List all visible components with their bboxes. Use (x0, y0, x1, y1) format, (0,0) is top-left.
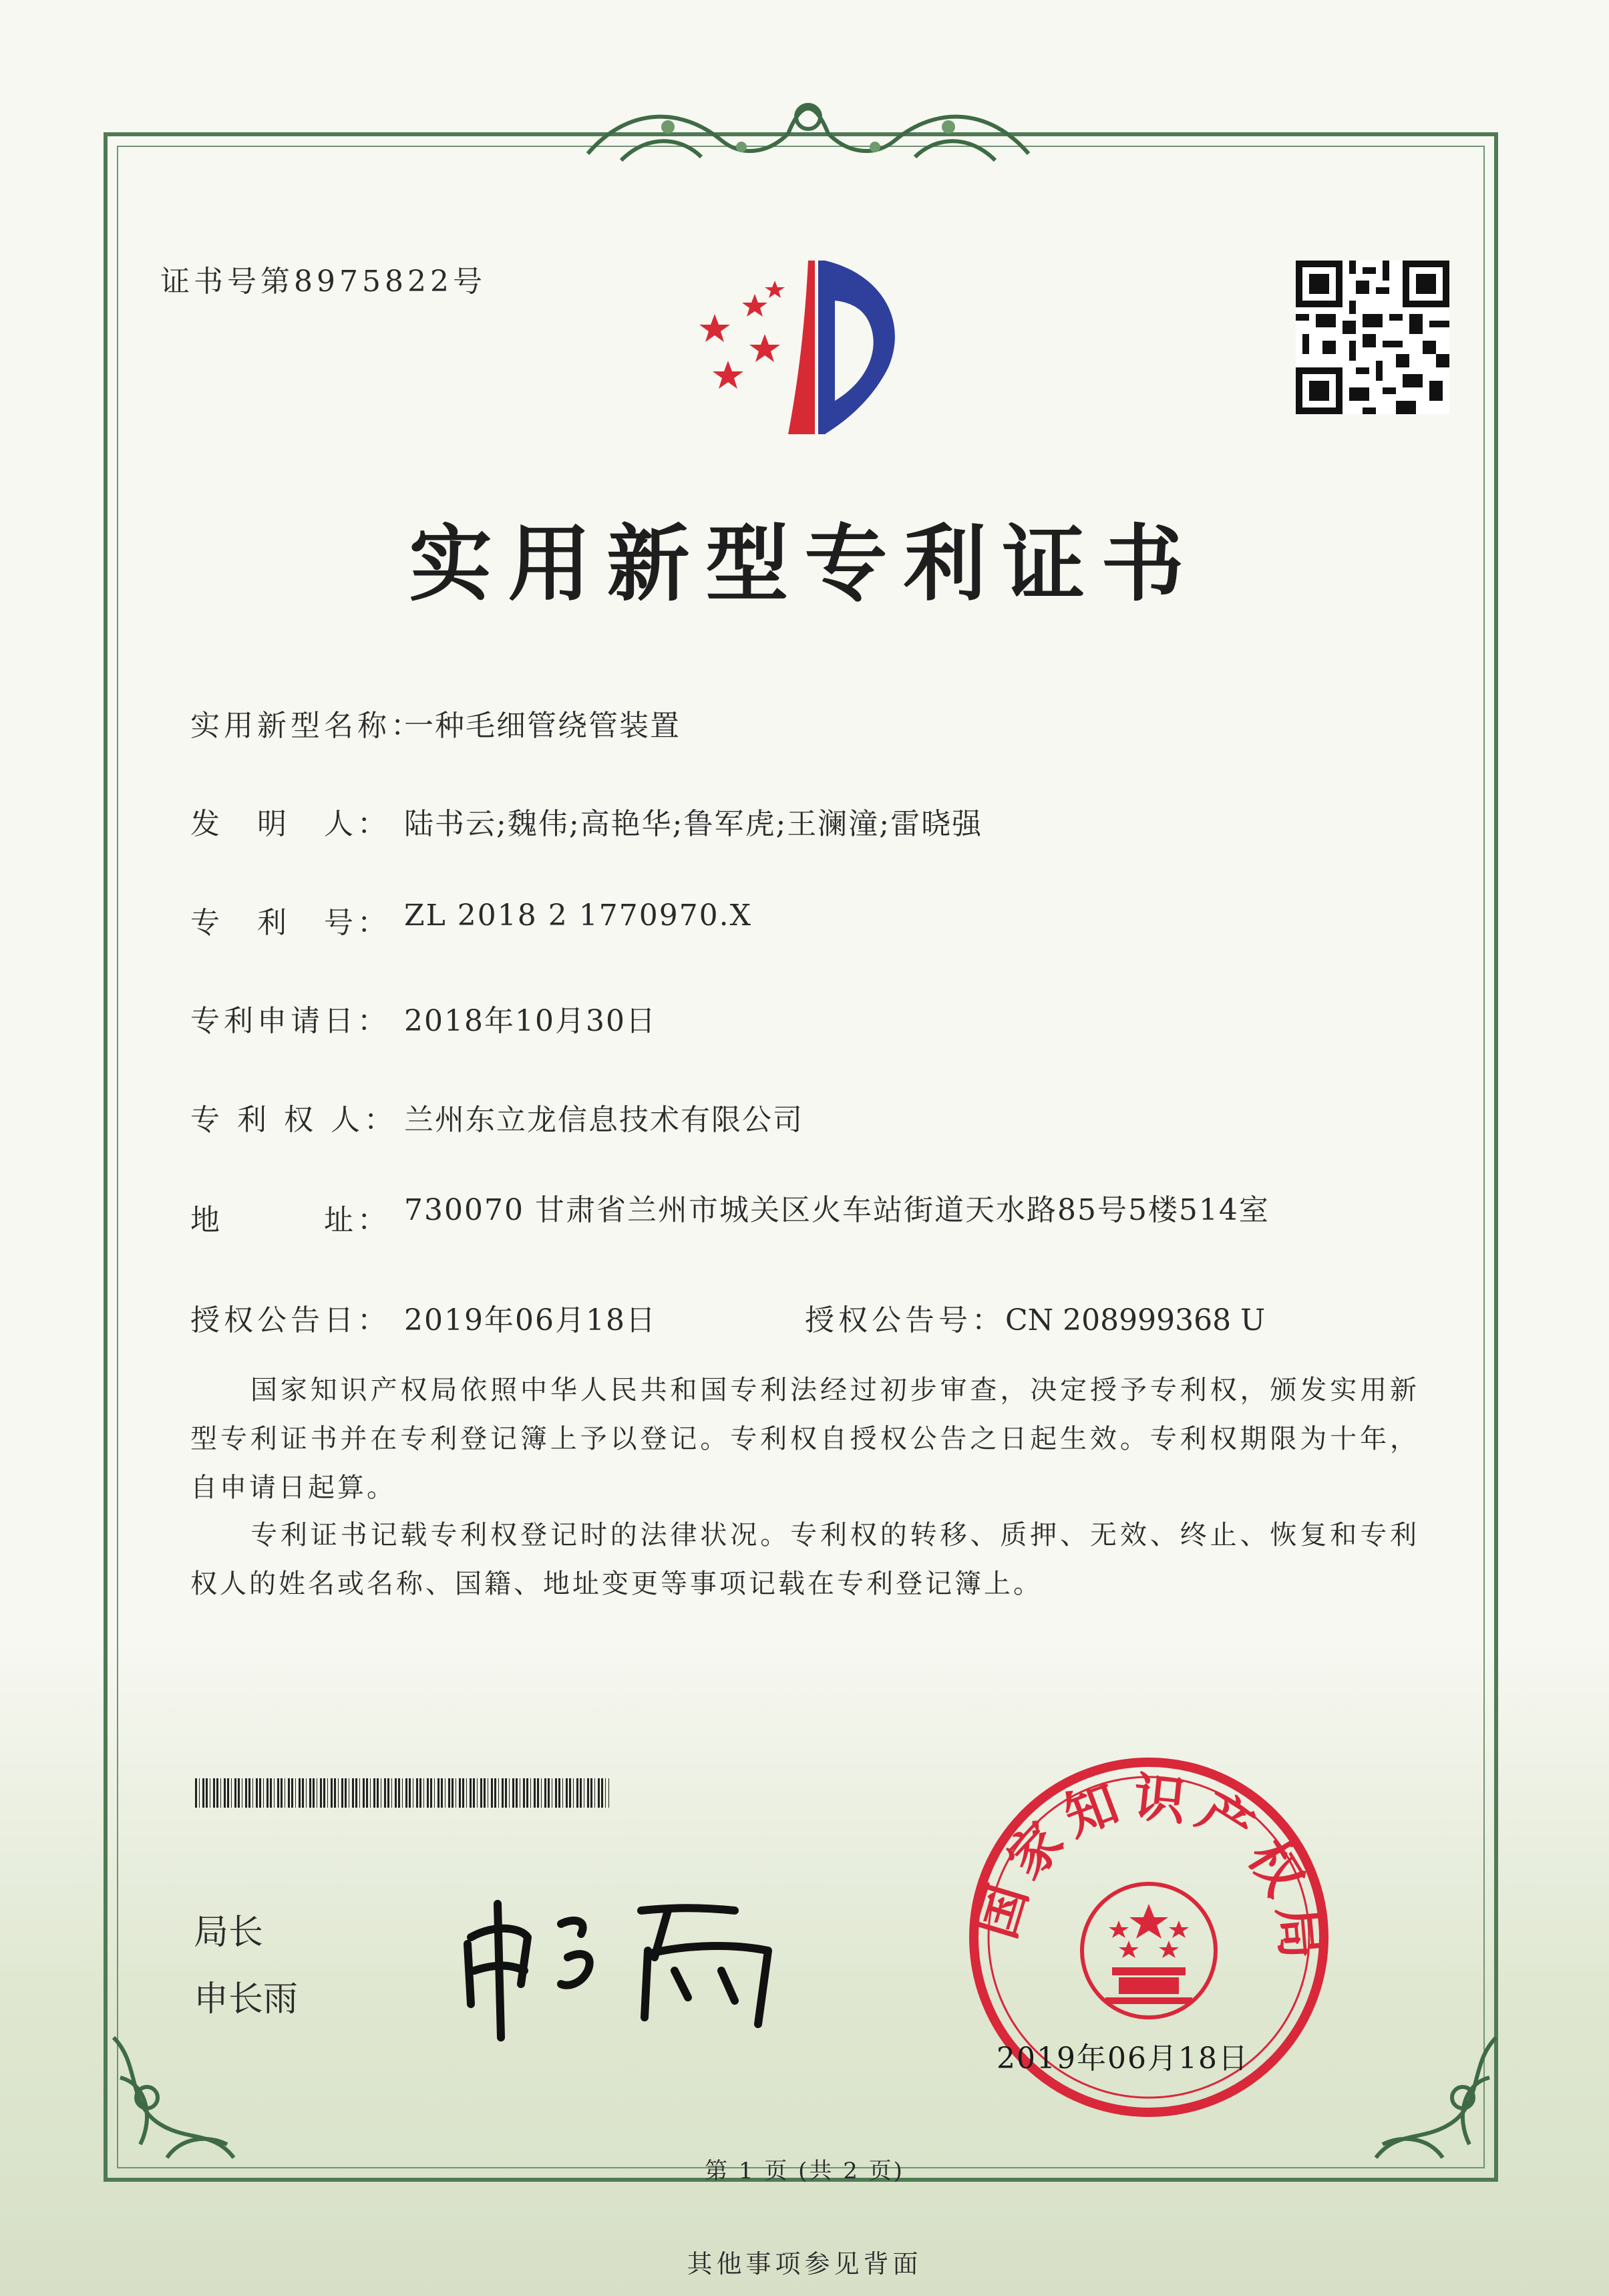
field-label: 专 利 号： (190, 906, 391, 940)
page-indicator: 第 1 页 (共 2 页) (705, 2158, 904, 2184)
signatory-name: 申长雨 (194, 1979, 299, 2019)
signature-icon (454, 1870, 815, 2044)
certificate-number: 证书号第8975822号 (160, 265, 486, 299)
field-label: 专利申请日： (190, 1004, 391, 1038)
field-filing-date (190, 997, 657, 1039)
field-label: 授权公告日： (190, 1303, 391, 1337)
field-utility-name (190, 701, 681, 744)
field-address (190, 1193, 1459, 1239)
field-value: CN 208999368 U (1005, 1303, 1266, 1337)
field-label: 实用新型名称： (190, 709, 424, 743)
field-value: 730070 甘肃省兰州市城关区火车站街道天水路85号5楼514室 (404, 1193, 1270, 1227)
legal-paragraph: 国家知识产权局依照中华人民共和国专利法经过初步审查，决定授予专利权，颁发实用新型专利证书并在专利登记簿上予以登记。专利权自授权公告之日起生效。专利权期限为十年，自申请日起算。 (190, 1375, 1419, 1503)
field-value: 2018年10月30日 (404, 1004, 657, 1038)
field-value: ZL 2018 2 1770970.X (404, 898, 752, 933)
seal-text: 国家知识产权局 (966, 1767, 1332, 1971)
legal-paragraph: 专利证书记载专利权登记时的法律状况。专利权的转移、质押、无效、终止、恢复和专利权人的姓名或名称、国籍、地址变更等事项记载在专利登记簿上。 (190, 1520, 1419, 1599)
top-ornament-icon (568, 80, 1049, 174)
svg-text:国家知识产权局 (966, 1768, 1332, 1971)
field-grant-number (805, 1296, 1265, 1339)
field-grant-date (190, 1296, 657, 1339)
page-title: 实用新型专利证书 (409, 516, 1200, 613)
field-patent-number (190, 898, 752, 941)
barcode-icon (195, 1778, 609, 1808)
field-value: 兰州东立龙信息技术有限公司 (404, 1103, 803, 1137)
footer-note: 其他事项参见背面 (687, 2249, 922, 2279)
corner-ornament-icon (1363, 2024, 1509, 2171)
qr-code-icon (1296, 261, 1449, 414)
field-label: 地 址： (190, 1203, 391, 1237)
field-value: 陆书云;魏伟;高艳华;鲁军虎;王澜潼;雷晓强 (404, 807, 983, 841)
field-label: 授权公告号： (805, 1303, 1005, 1337)
field-value: 一种毛细管绕管装置 (404, 709, 681, 743)
field-label: 发 明 人： (190, 807, 391, 841)
field-label: 专 利 权 人： (190, 1103, 397, 1137)
cnipa-logo-icon (688, 247, 942, 448)
corner-ornament-icon (100, 2024, 247, 2171)
field-inventors (190, 800, 982, 842)
field-value: 2019年06月18日 (404, 1303, 657, 1337)
seal-date: 2019年06月18日 (997, 2041, 1249, 2076)
signatory-title: 局长 (194, 1913, 264, 1953)
field-patentee (190, 1096, 803, 1138)
